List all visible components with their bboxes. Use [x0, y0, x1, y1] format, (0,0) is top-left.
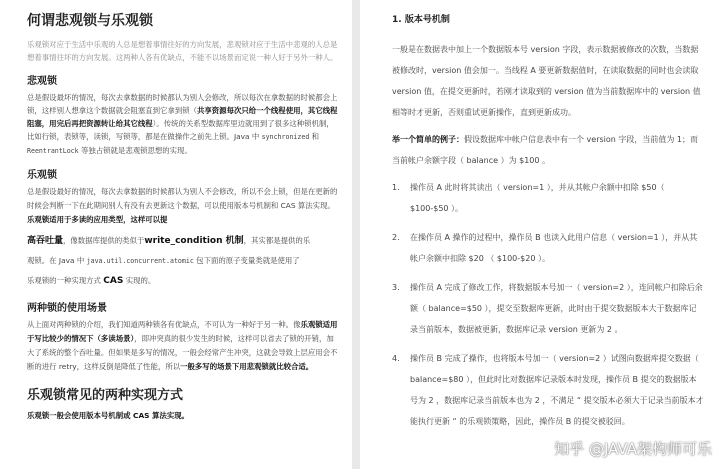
right-page: [360, 0, 720, 469]
list-item: 4. 操作员 B 完成了操作，也将版本号加一（ version=2 ）试图向数据库提交数据（ balance=$80 ），但此时比对数据库记录版本时发现，操作员 B 提交的数据版本号为 2 ，数据库记录当前版本也为 2 ，不满足 “ 提交版本必须大于记录当前版本才能执行更新 “ 的乐观锁策略，因此，操作员 B 的提交被驳回。: [392, 354, 704, 426]
impl-paragraph: 乐观锁一般会使用版本号机制或 CAS 算法实现。: [27, 411, 190, 420]
list-item: 3. 操作员 A 完成了修改工作，将数据版本号加一（ version=2 ），连同帐户扣除后余额（ balance=$50 ），提交至数据库更新，此时由于提交数据版本大于数据库记录当前版本，数据被更新，数据库记录 version 更新为 2 。: [392, 283, 703, 334]
list-item: 1. 操作员 A 此时将其读出（ version=1 ），并从其帐户余额中扣除 $50（ $100-$50 ）。: [392, 183, 665, 213]
pessimistic-paragraph: 总是假设最坏的情况，每次去拿数据的时候都认为别人会修改，所以每次在拿数据的时候都会上锁，这样别人想拿这个数据就会阻塞直到它拿到锁（共享资源每次只给一个线程使用，其它线程阻塞，用完后再把资源转让给其它线程）。传统的关系型数据库里边就用到了很多这种锁机制，比如行锁，表锁等，读锁，写锁等，都是在做操作之前先上锁。Java 中 synchronized 和 ReentrantLock 等独占锁就是悲观锁思想的实现。: [27, 93, 338, 155]
page-title: 何谓悲观锁与乐观锁: [27, 13, 153, 29]
example-paragraph: 举一个简单的例子：假设数据库中帐户信息表中有一个 version 字段，当前值为 1；而当前帐户余额字段（ balance ）为 $100 。: [392, 135, 699, 165]
scenes-paragraph: 从上面对两种锁的介绍，我们知道两种锁各有优缺点，不可认为一种好于另一种。像乐观锁适用于写比较少的情况下（多读场景），即冲突真的很少发生的时候，这样可以省去了锁的开销，加大了系统的整个吞吐量。但如果是多写的情况，一般会经常产生冲突，这就会导致上层应用会不断的进行 retry，这样反倒是降低了性能，所以一般多写的场景下用悲观锁就比较合适。: [27, 320, 338, 371]
optimistic-paragraph-3: 观锁。在 Java 中 java.util.concurrent.atomic 包下面的原子变量类就是使用了 乐观锁的一种实现方式 CAS 实现的。: [27, 256, 300, 286]
intro-paragraph: 乐观锁对应于生活中乐观的人总是想着事情往好的方向发展，悲观锁对应于生活中悲观的人总是想着事情往坏的方向发展。这两种人各有优缺点，不能不以场景而定说一种人好于另外一种人。: [27, 40, 338, 62]
version-paragraph: 一般是在数据表中加上一个数据版本号 version 字段，表示数据被修改的次数，当数据被修改时，version 值会加一。当线程 A 要更新数据值时，在读取数据的同时也会读取 version 值，在提交更新时，若刚才读取到的 version 值为当前数据库中的 version 值相等时才更新，否则重试更新操作，直到更新成功。: [392, 45, 701, 117]
zhihu-watermark: 知乎 @JAVA架构师可乐: [554, 440, 712, 458]
pessimistic-heading: 悲观锁: [27, 76, 57, 87]
optimistic-paragraph: 总是假设最好的情况，每次去拿数据的时候都认为别人不会修改，所以不会上锁，但是在更新的时候会判断一下在此期间别人有没有去更新这个数据，可以使用版本号机制和 CAS 算法实现。乐观锁适用于多读的应用类型，这样可以提: [27, 187, 338, 224]
list-item: 2. 在操作员 A 操作的过程中，操作员 B 也读入此用户信息（ version=1 ），并从其帐户余额中扣除 $20 （ $100-$20 ）。: [392, 233, 698, 263]
steps-list: [392, 177, 704, 432]
version-heading: 1. 版本号机制: [392, 15, 450, 25]
impl-heading: 乐观锁常见的两种实现方式: [27, 388, 184, 403]
optimistic-paragraph-2: 高吞吐量，像数据库提供的类似于write_condition 机制，其实都是提供的乐: [27, 236, 311, 246]
optimistic-heading: 乐观锁: [27, 170, 57, 181]
left-page: [0, 0, 352, 469]
scenes-heading: 两种锁的使用场景: [27, 303, 107, 314]
